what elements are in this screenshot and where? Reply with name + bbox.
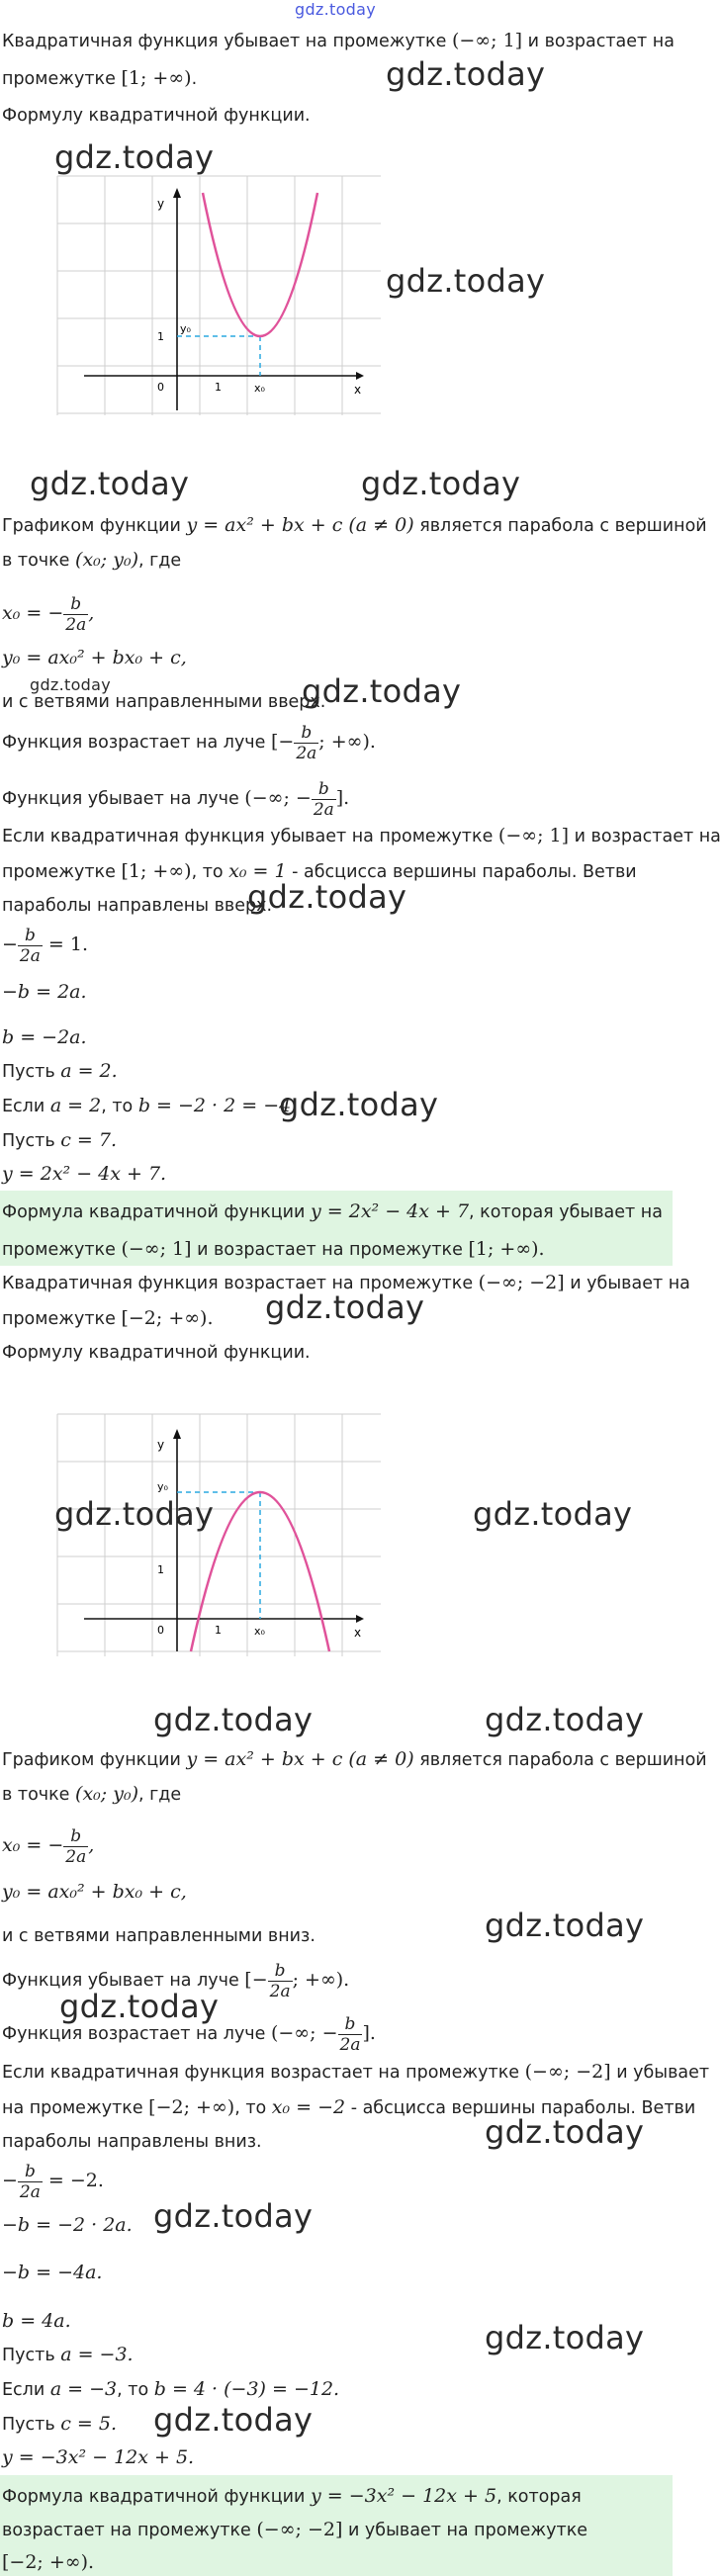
y-axis-label: y — [157, 1438, 165, 1452]
p2-math: y = −3x² − 12x + 5 — [311, 2485, 497, 2507]
p2-text: Если квадратичная функция возрастает на промежутке — [2, 2063, 525, 2083]
p1-math: (−∞; 1] — [497, 825, 570, 846]
p2-line-5 — [2, 1781, 669, 1808]
y-axis-label: y — [157, 197, 165, 211]
watermark: gdz.today — [30, 465, 190, 502]
p2-eq-5 — [2, 2376, 669, 2403]
p2-math: (−∞; −2] — [256, 2519, 343, 2540]
p2-text: , где — [137, 1785, 182, 1805]
watermark: gdz.today — [59, 1988, 220, 2025]
p2-text: возрастает на промежутке — [2, 2521, 257, 2540]
p2-math: x₀ = − — [2, 1834, 64, 1856]
p1-eq-6 — [2, 1127, 669, 1154]
p1-text: Функция убывает на луче — [2, 789, 245, 809]
p1-text: промежутке — [2, 1240, 122, 1260]
watermark: gdz.today — [302, 672, 462, 710]
p1-eq-2: −b = 2a. — [2, 981, 87, 1003]
denominator: 2a — [19, 2181, 41, 2202]
p1-eq-4 — [2, 1058, 669, 1085]
p2-line-6: и с ветвями направленными вниз. — [2, 1926, 315, 1946]
p2-text: Функция возрастает на луче — [2, 2024, 271, 2044]
p1-math: x₀ = 1 — [228, 860, 287, 882]
denominator: 2a — [19, 945, 41, 966]
p1-math: [1; +∞) — [121, 67, 192, 89]
watermark: gdz.today — [473, 1495, 633, 1533]
watermark: gdz.today — [153, 1701, 314, 1738]
x-axis-arrow — [356, 372, 364, 380]
p1-line-6: и с ветвями направленными вверх. — [2, 692, 326, 712]
p1-math: (x₀; y₀) — [75, 549, 138, 571]
fraction — [294, 723, 318, 763]
p2-math: (−∞; −2] — [524, 2061, 611, 2083]
tick-label-1-y: 1 — [157, 330, 164, 343]
grid — [57, 1414, 381, 1656]
fraction — [18, 2162, 43, 2202]
p2-text: , то — [117, 2380, 154, 2400]
p1-math: a = 2 — [49, 1095, 102, 1116]
p1-math: , — [88, 602, 95, 624]
x0-label: x₀ — [254, 1625, 265, 1638]
p1-text: Пусть — [2, 1062, 61, 1082]
p2-text: на промежутке — [2, 2098, 149, 2118]
p2-eq-7: y = −3x² − 12x + 5. — [2, 2446, 195, 2468]
p2-math: (−∞; −2] — [478, 1272, 565, 1293]
p1-text: , то — [101, 1097, 138, 1116]
p2-eq-1 — [2, 2159, 669, 2203]
denominator: 2a — [65, 614, 87, 635]
p2-text: Формула квадратичной функции — [2, 2487, 311, 2507]
numerator: b — [294, 723, 318, 744]
y-axis-arrow — [173, 188, 181, 198]
p2-math: − — [2, 2170, 18, 2191]
p2-math: ; +∞). — [292, 1969, 350, 1991]
p1-math: ]. — [335, 787, 350, 809]
origin-label: 0 — [157, 1624, 164, 1637]
p1-math: (−∞; 1] — [121, 1238, 192, 1260]
p2-text: промежутке — [2, 1309, 122, 1329]
watermark: gdz.today — [153, 2197, 314, 2235]
p2-eq-2: −b = −2 · 2a. — [2, 2214, 133, 2236]
y0-label: y₀ — [180, 322, 191, 335]
p1-formula-x0 — [2, 591, 669, 636]
numerator: b — [63, 594, 88, 615]
denominator: 2a — [65, 1846, 87, 1867]
numerator: b — [338, 2014, 363, 2035]
watermark: gdz.today — [279, 1086, 439, 1123]
p1-math: y = ax² + bx + c (a ≠ 0) — [186, 514, 414, 536]
watermark: gdz.today — [386, 55, 546, 93]
p1-math: a = 2. — [60, 1060, 118, 1082]
p2-answer-line-1 — [2, 2483, 669, 2510]
p2-math: [− — [244, 1969, 268, 1991]
p1-text: , которая убывает на — [469, 1202, 663, 1222]
tick-label-1-x: 1 — [215, 381, 222, 394]
p2-text: в точке — [2, 1785, 76, 1805]
watermark: gdz.today — [386, 262, 546, 300]
p2-math: [−2; +∞). — [121, 1307, 214, 1329]
p1-text: промежутке — [2, 862, 122, 882]
parabola-curve — [203, 193, 317, 336]
p1-math: = 1. — [42, 933, 89, 955]
p1-text: , то — [191, 862, 229, 882]
p1-eq-7: y = 2x² − 4x + 7. — [2, 1163, 167, 1185]
p2-heading: Формулу квадратичной функции. — [2, 1343, 311, 1363]
grid — [57, 176, 381, 415]
p1-eq-1 — [2, 923, 669, 967]
x0-label: x₀ — [254, 382, 265, 395]
p2-answer-line-3: [−2; +∞). — [2, 2551, 95, 2573]
p2-math: y = ax² + bx + c (a ≠ 0) — [186, 1748, 414, 1770]
p2-text: Графиком функции — [2, 1750, 187, 1770]
watermark: gdz.today — [247, 878, 407, 916]
fraction — [63, 1826, 88, 1867]
p2-math: x₀ = −2 — [271, 2096, 346, 2118]
p1-math: [1; +∞) — [121, 860, 192, 882]
p1-text: и возрастает на — [522, 32, 675, 51]
p2-math: a = −3 — [49, 2378, 118, 2400]
denominator: 2a — [269, 1981, 291, 2001]
p2-math: (−∞; − — [270, 2022, 338, 2044]
p1-line-4 — [2, 512, 707, 539]
watermark: gdz.today — [54, 1495, 215, 1533]
p1-math: b = −2 · 2 = −4. — [137, 1095, 298, 1116]
p1-line-11: параболы направлены вверх. — [2, 896, 273, 916]
p2-math: a = −3. — [60, 2344, 134, 2365]
watermark: gdz.today — [485, 2319, 645, 2356]
watermark: gdz.today — [54, 138, 215, 176]
numerator: b — [312, 779, 336, 800]
p2-text: является парабола с вершиной — [413, 1750, 707, 1770]
p1-text: . — [191, 69, 198, 89]
p2-math: ]. — [362, 2022, 376, 2044]
denominator: 2a — [339, 2034, 361, 2055]
p1-text: Квадратичная функция убывает на промежутке — [2, 32, 452, 51]
fraction — [18, 926, 43, 966]
p1-line-5 — [2, 547, 669, 574]
p1-math: x₀ = − — [2, 602, 64, 624]
origin-label: 0 — [157, 381, 164, 394]
numerator: b — [18, 926, 43, 946]
parabola-up-graph — [54, 168, 381, 420]
x-axis-label: x — [354, 383, 362, 397]
p1-line-1 — [2, 28, 675, 54]
p1-math: [1; +∞). — [468, 1238, 545, 1260]
p2-line-11: параболы направлены вниз. — [2, 2132, 262, 2152]
p2-math: c = 5. — [60, 2413, 117, 2435]
p1-math: − — [2, 933, 18, 955]
watermark: gdz.today — [153, 2401, 314, 2439]
p2-eq-3: −b = −4a. — [2, 2262, 103, 2283]
p1-math: y = 2x² − 4x + 7 — [311, 1200, 470, 1222]
p2-eq-3b: b = 4a. — [2, 2310, 71, 2332]
p2-math: b = 4 · (−3) = −12. — [153, 2378, 340, 2400]
p2-math: , — [88, 1834, 95, 1856]
p1-text: Графиком функции — [2, 516, 187, 536]
p2-math: = −2. — [42, 2170, 104, 2191]
p1-text: и возрастает на промежутке — [191, 1240, 469, 1260]
numerator: b — [63, 1826, 88, 1847]
p2-text: , которая — [496, 2487, 582, 2507]
p1-text: Пусть — [2, 1131, 61, 1151]
watermark-top: gdz.today — [295, 0, 376, 19]
p1-text: - абсцисса вершины параболы. Ветви — [286, 862, 637, 882]
p1-formula-y0: y₀ = ax₀² + bx₀ + c, — [2, 647, 187, 668]
parabola-down-graph — [54, 1409, 381, 1661]
y-axis-arrow — [173, 1429, 181, 1439]
denominator: 2a — [313, 799, 334, 820]
p1-math: ; +∞). — [318, 731, 376, 753]
watermark-small: gdz.today — [30, 675, 111, 694]
tick-label-1-y: 1 — [157, 1563, 164, 1576]
p2-text: - абсцисса вершины параболы. Ветви — [345, 2098, 696, 2118]
p2-formula-y0: y₀ = ax₀² + bx₀ + c, — [2, 1881, 187, 1903]
fraction — [312, 779, 336, 820]
p2-text: и убывает на — [564, 1274, 690, 1293]
p2-eq-6 — [2, 2411, 669, 2438]
p2-text: и убывает на промежутке — [342, 2521, 588, 2540]
denominator: 2a — [296, 743, 317, 763]
fraction — [338, 2014, 363, 2055]
p2-text: Квадратичная функция возрастает на промежутке — [2, 1274, 479, 1293]
p1-text: , где — [137, 551, 182, 571]
p1-text: Функция возрастает на луче — [2, 733, 271, 753]
p1-line-8 — [2, 776, 669, 821]
x-axis-arrow — [356, 1615, 364, 1623]
p1-text: Если — [2, 1097, 50, 1116]
p1-text: Если квадратичная функция убывает на промежутке — [2, 827, 498, 846]
p2-math: (x₀; y₀) — [75, 1783, 138, 1805]
fraction — [268, 1961, 293, 2001]
p1-line-2 — [2, 65, 669, 92]
numerator: b — [268, 1961, 293, 1982]
p2-formula-x0 — [2, 1823, 669, 1868]
p1-text: и возрастает на — [569, 827, 721, 846]
watermark: gdz.today — [361, 465, 521, 502]
p2-line-8 — [2, 2011, 669, 2056]
watermark: gdz.today — [485, 1907, 645, 1944]
p2-math: [−2; +∞) — [148, 2096, 235, 2118]
watermark: gdz.today — [265, 1288, 425, 1326]
p2-text: Пусть — [2, 2415, 61, 2435]
p2-text: Если — [2, 2380, 50, 2400]
p2-text: и убывает — [610, 2063, 710, 2083]
p1-math: (−∞; − — [244, 787, 312, 809]
y0-label: y₀ — [157, 1480, 168, 1493]
p1-text: является парабола с вершиной — [413, 516, 707, 536]
p1-eq-3: b = −2a. — [2, 1026, 87, 1048]
p1-math: c = 7. — [60, 1129, 117, 1151]
p2-line-9 — [2, 2059, 710, 2086]
watermark: gdz.today — [485, 2113, 645, 2151]
p1-answer-line-2 — [2, 1236, 669, 1263]
p2-text: Функция убывает на луче — [2, 1971, 245, 1991]
p1-text: промежутке — [2, 69, 122, 89]
tick-label-1-x: 1 — [215, 1624, 222, 1637]
p2-text: Пусть — [2, 2346, 61, 2365]
p1-text: в точке — [2, 551, 76, 571]
p1-answer-line-1 — [2, 1199, 669, 1225]
numerator: b — [18, 2162, 43, 2182]
p2-line-4 — [2, 1746, 707, 1773]
p1-line-7 — [2, 720, 669, 764]
p1-math: (−∞; 1] — [451, 30, 523, 51]
p1-math: [− — [270, 731, 295, 753]
p1-heading: Формулу квадратичной функции. — [2, 106, 311, 126]
fraction — [63, 594, 88, 635]
p2-text: , то — [234, 2098, 272, 2118]
x-axis-label: x — [354, 1626, 362, 1640]
p1-text: Формула квадратичной функции — [2, 1202, 311, 1222]
p2-answer-line-2 — [2, 2517, 669, 2543]
p1-line-9 — [2, 823, 721, 849]
watermark: gdz.today — [485, 1701, 645, 1738]
